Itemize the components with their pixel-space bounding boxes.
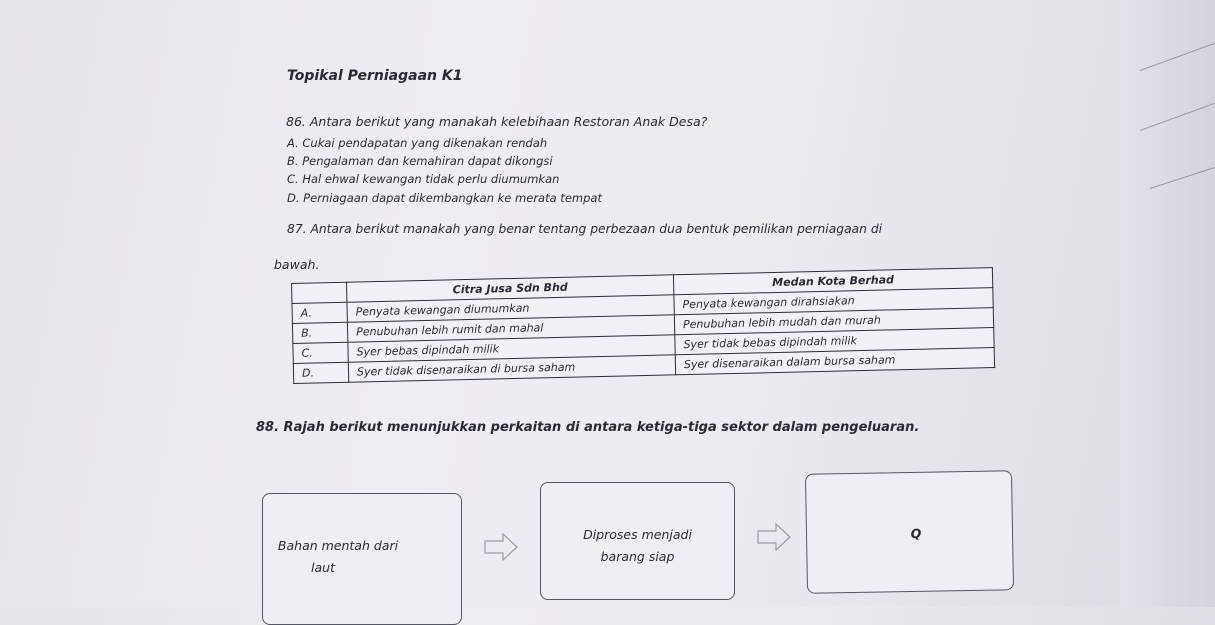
flow-box-text: laut: [311, 560, 335, 575]
table-cell: Penubuhan lebih mudah dan murah: [674, 308, 993, 335]
comparison-table: [291, 267, 995, 384]
q86-option-d: D. Perniagaan dapat dikembangkan ke merata tempat: [287, 191, 602, 205]
page-title: Topikal Perniagaan K1: [287, 68, 463, 84]
table-cell: Syer tidak disenaraikan di bursa saham: [348, 355, 675, 382]
table-header-cell: Citra Jusa Sdn Bhd: [346, 275, 673, 302]
table-cell: A.: [292, 302, 347, 323]
arrow-right-icon: [483, 532, 519, 562]
flow-box-text: Q: [910, 525, 922, 541]
table-header-cell: Medan Kota Berhad: [673, 268, 992, 295]
table-cell: Syer bebas dipindah milik: [348, 335, 675, 362]
table-cell: Penubuhan lebih rumit dan mahal: [347, 315, 674, 342]
flow-box-text: barang siap: [600, 549, 675, 564]
q86-option-a: A. Cukai pendapatan yang dikenakan rendah: [287, 136, 548, 150]
flow-box-text: Bahan mentah dari: [277, 538, 399, 553]
flow-box-secondary: [540, 482, 735, 600]
paper-edge: [1120, 0, 1215, 607]
flow-box-text: Diproses menjadi: [583, 527, 692, 542]
question-88: 88. Rajah berikut menunjukkan perkaitan di antara ketiga-tiga sektor dalam pengeluaran.: [256, 420, 920, 435]
table-cell: Penyata kewangan diumumkan: [347, 295, 674, 322]
table-cell: Syer disenaraikan dalam bursa saham: [675, 348, 994, 375]
flow-box-tertiary: [805, 470, 1014, 594]
q86-option-b: B. Pengalaman dan kemahiran dapat dikongsi: [287, 154, 553, 168]
flow-box-text: [807, 546, 1012, 550]
arrow-right-icon: [756, 522, 792, 552]
flow-box-primary: [262, 493, 462, 625]
table-cell: C.: [293, 342, 348, 363]
table-cell: Penyata kewangan dirahsiakan: [674, 288, 993, 315]
table-cell: D.: [293, 362, 348, 383]
table-cell: Syer tidak bebas dipindah milik: [675, 328, 994, 355]
question-86: 86. Antara berikut yang manakah kelebihaan Restoran Anak Desa?: [286, 114, 708, 129]
question-87-line2: bawah.: [274, 257, 320, 272]
question-87-line1: 87. Antara berikut manakah yang benar tentang perbezaan dua bentuk pemilikan perniagaan di: [287, 222, 883, 236]
table-header-cell: [292, 282, 347, 303]
q86-option-c: C. Hal ehwal kewangan tidak perlu diumumkan: [287, 172, 560, 186]
table-cell: B.: [292, 322, 347, 343]
